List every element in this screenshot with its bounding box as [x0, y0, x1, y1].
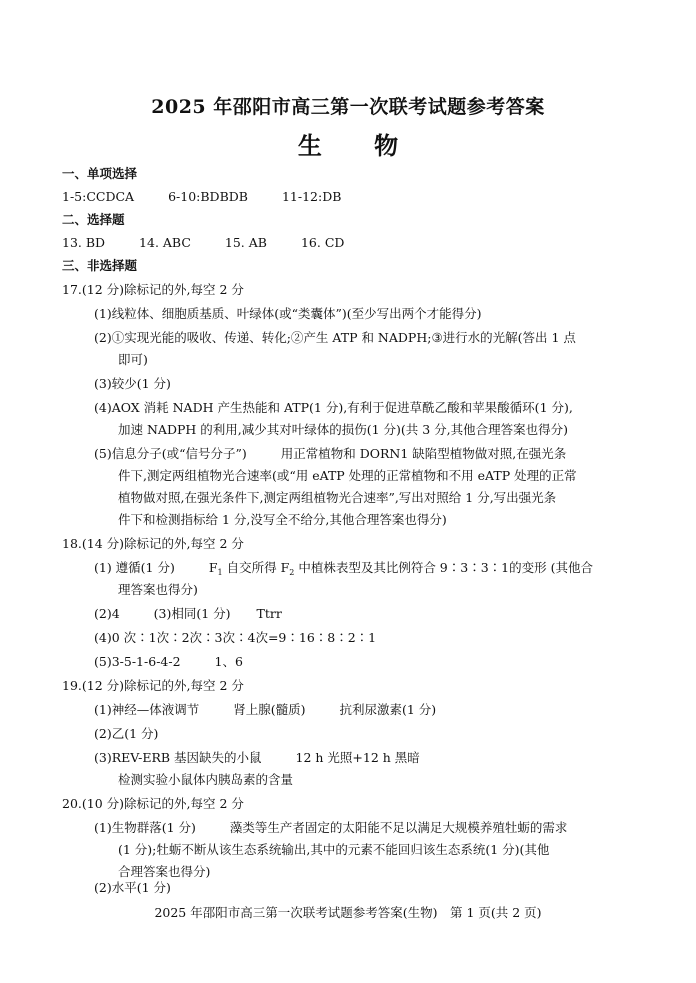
answers-1-5: 1-5:CCDCA	[62, 189, 135, 204]
q17-part1: (1)线粒体、细胞质基质、叶绿体(或“类囊体”)(至少写出两个才能得分)	[94, 306, 482, 321]
q17-part4-line1: (4)AOX 消耗 NADH 产生热能和 ATP(1 分),有利于促进草酰乙酸和苹果酸循环(1 分),	[94, 400, 573, 415]
q19-part3-answer-b: 12 h 光照+12 h 黑暗	[295, 750, 420, 765]
q19-part1-answer-b: 肾上腺(髓质)	[233, 702, 306, 717]
q18-part3-genotype: Ttrr	[256, 606, 282, 621]
q18-part4: (4)0 次∶1次∶2次∶3次∶4次=9∶16∶8∶2∶1	[94, 630, 377, 645]
q17-part5-line4: 件下和检测指标给 1 分,没写全不给分,其他合理答案也得分)	[118, 512, 447, 527]
q17-part4-line2: 加速 NADPH 的利用,减少其对叶绿体的损伤(1 分)(共 3 分,其他合理答案也得分)	[118, 422, 569, 437]
q19-part3-line1	[94, 750, 420, 766]
subject-title: 生 物	[297, 131, 421, 160]
answer-14: 14. ABC	[139, 235, 191, 250]
section-single-choice: 一、单项选择	[62, 166, 138, 181]
answers-11-12: 11-12:DB	[281, 189, 342, 204]
q19-part2: (2)乙(1 分)	[94, 726, 159, 741]
q17-part5-line3: 植物做对照,在强光条件下,测定两组植物光合速率”,写出对照给 1 分,写出强光条	[118, 490, 557, 505]
q19-part1-answer-a: (1)神经—体液调节	[94, 702, 200, 717]
answer-16: 16. CD	[300, 235, 345, 250]
q19-part1	[94, 702, 436, 718]
q20-heading: 20.(10 分)除标记的外,每空 2 分	[62, 796, 244, 811]
q19-part3-answer-a: (3)REV-ERB 基因缺失的小鼠	[94, 750, 262, 765]
section-non-choice: 三、非选择题	[62, 258, 138, 273]
answer-13: 13. BD	[62, 235, 106, 250]
q19-heading: 19.(12 分)除标记的外,每空 2 分	[62, 678, 244, 693]
q18-heading: 18.(14 分)除标记的外,每空 2 分	[62, 536, 244, 551]
q18-part2: (2)4	[94, 606, 120, 621]
q18-parts2-3	[94, 606, 282, 622]
q17-part5-answer-b: 用正常植物和 DORN1 缺陷型植物做对照,在强光条	[280, 446, 567, 461]
answers-6-10: 6-10:BDBDB	[168, 189, 248, 204]
q17-part5-answer-a: (5)信息分子(或“信号分子”)	[94, 446, 247, 461]
q18-part3: (3)相同(1 分)	[153, 606, 231, 621]
q17-part5-line1	[94, 446, 566, 462]
q20-part1-line3: 合理答案也得分)	[118, 864, 211, 879]
q18-part1-line2: 理答案也得分)	[118, 582, 198, 597]
page-footer: 2025 年邵阳市高三第一次联考试题参考答案(生物) 第 1 页(共 2 页)	[154, 905, 542, 920]
q18-part5	[94, 654, 243, 670]
q18-part1-line1	[94, 560, 593, 581]
q19-part3-line2: 检测实验小鼠体内胰岛素的含量	[118, 772, 294, 787]
q19-part1-answer-c: 抗利尿激素(1 分)	[339, 702, 437, 717]
answer-15: 15. AB	[224, 235, 267, 250]
choice-answers	[62, 235, 344, 251]
q20-part1-answer-a: (1)生物群落(1 分)	[94, 820, 196, 835]
q17-part2-line1: (2)①实现光能的吸收、传递、转化;②产生 ATP 和 NADPH;③进行水的光解(答出 1 点	[94, 330, 576, 345]
single-choice-answers	[62, 189, 341, 205]
section-choice: 二、选择题	[62, 212, 125, 227]
q20-part2: (2)水平(1 分)	[94, 880, 171, 895]
q20-part1-line2: (1 分);牡蛎不断从该生态系统输出,其中的元素不能回归该生态系统(1 分)(其他	[118, 842, 550, 857]
q18-part1-answer-a: (1) 遵循(1 分)	[94, 560, 175, 575]
q20-part1-line1	[94, 820, 567, 836]
q17-part5-line2: 件下,测定两组植物光合速率(或“用 eATP 处理的正常植物和不用 eATP 处理的正常	[118, 468, 577, 483]
q17-part2-line2: 即可)	[118, 352, 148, 367]
q17-part3: (3)较少(1 分)	[94, 376, 171, 391]
q18-part5-answer-a: (5)3-5-1-6-4-2	[94, 654, 181, 669]
q17-heading: 17.(12 分)除标记的外,每空 2 分	[62, 282, 244, 297]
q18-part5-answer-b: 1、6	[214, 654, 243, 669]
page-title: 2025 年邵阳市高三第一次联考试题参考答案	[151, 96, 545, 118]
q18-part1-answer-b: $F_1$ 自交所得 $F_2$ 中植株表型及其比例符合 9∶3∶3∶1的变形 (其他合	[208, 560, 593, 577]
q20-part1-answer-b: 藻类等生产者固定的太阳能不足以满足大规模养殖牡蛎的需求	[229, 820, 568, 835]
